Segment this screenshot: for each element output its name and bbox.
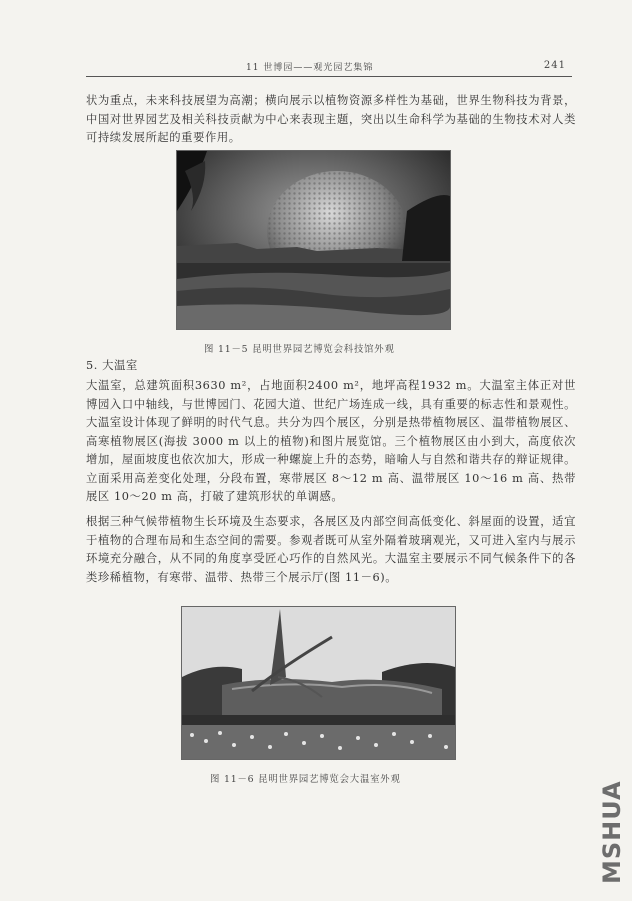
figure-greenhouse-photo xyxy=(181,606,456,760)
greenhouse-image xyxy=(182,607,455,759)
science-hall-image xyxy=(177,151,450,329)
section-heading: 5. 大温室 xyxy=(86,359,138,372)
paragraph-greenhouse: 大温室，总建筑面积3630 m²，占地面积2400 m²，地坪高程1932 m。大温室主体正对世博园入口中轴线，与世博园门、花园大道、世纪广场连成一线，具有重要的标志性和景观性。大温室设计体现了鲜明的时代气息。共分为四个展区，分别是热带植物展区、温带植物展区、高寒植物展区(海拔 3000 m 以上的植物)和图片展览馆。三个植物展区由小到大，高度依次增加，屋面坡度也依次加大，形成一种螺旋上升的态势，暗喻人与自然和谐共存的辩证规律。立面采用高差变化处理，分段布置，寒带展区 8～12 m 高、温带展区 10～16 m 高、热带展区 10～20 m 高，打破了建筑形状的单调感。 xyxy=(86,379,576,503)
figure-caption-11-6: 图 11－6 昆明世界园艺博览会大温室外观 xyxy=(210,774,401,785)
paragraph-climate-zones: 根据三种气候带植物生长环境及生态要求，各展区及内部空间高低变化、斜屋面的设置，适宜于植物的合理布局和生态空间的需要。参观者既可从室外隔着玻璃观光，又可进入室内与展示环境充分融合，从不同的角度享受匠心巧作的自然风光。大温室主要展示不同气候条件下的各类珍稀植物，有寒带、温带、热带三个展示厅(图 11－6)。 xyxy=(86,515,576,584)
figure-science-hall-photo xyxy=(176,150,451,330)
page-number: 241 xyxy=(543,60,566,71)
figure-caption-11-5: 图 11－5 昆明世界园艺博览会科技馆外观 xyxy=(204,344,395,355)
chapter-title: 11 世博园——观光园艺集锦 xyxy=(246,63,374,73)
running-header xyxy=(86,58,572,77)
watermark-text: MSHUA xyxy=(598,780,626,884)
paragraph-intro: 状为重点，未来科技展望为高潮；横向展示以植物资源多样性为基础，世界生物科技为背景，中国对世界园艺及相关科技贡献为中心来表现主题，突出以生命科学为基础的生物技术对人类可持续发展所起的重要作用。 xyxy=(86,94,576,144)
